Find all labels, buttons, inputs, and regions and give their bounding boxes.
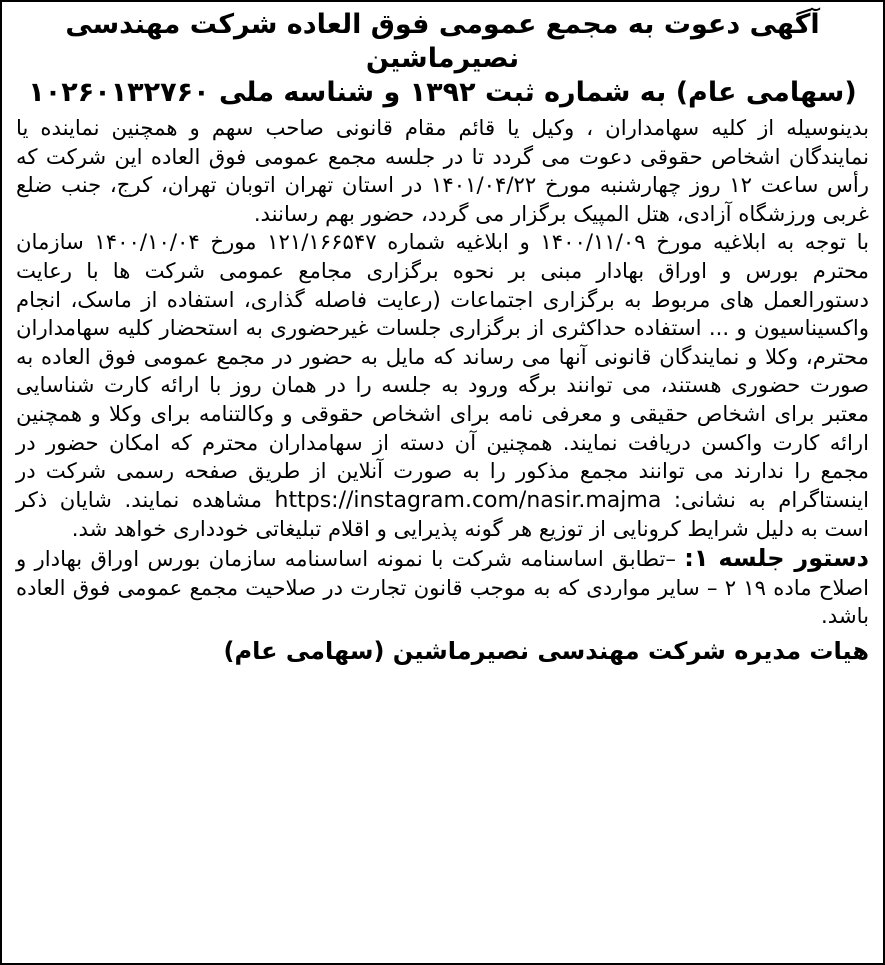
agenda-text: –تطابق اساسنامه شرکت با نمونه اساسنامه سازمان بورس اوراق بهادار و اصلاح ماده ۱۹ ۲ – سایر مواردی که به موجب قانون تجارت در صلاحیت مجمع عمومی فوق العاده باشد. [16,545,869,629]
notice-title [16,8,869,110]
instructions-text-end: مشاهده نمایند. شایان ذکر است به دلیل شرایط کرونایی از توزیع هر گونه پذیرایی و اقلام تبلیغاتی خودداری خواهد شد. [16,486,869,542]
board-signature: هیات مدیره شرکت مهندسی نصیرماشین (سهامی عام) [223,636,869,665]
title-line-1: آگهی دعوت به مجمع عمومی فوق العاده شرکت مهندسی نصیرماشین [65,9,820,74]
instructions-text: با توجه به ابلاغیه مورخ ۱۴۰۰/۱۱/۰۹ و ابلاغیه شماره ۱۲۱/۱۶۶۵۴۷ مورخ ۱۴۰۰/۱۰/۰۴ سازمان محترم بورس و اوراق بهادار مبنی بر نحوه برگزاری مجامع عمومی شرکت ها با رعایت دستورالعمل های مربوط به برگزاری اجتماعات (رعایت فاصله گذاری، استفاده از ماسک، انجام واکسیناسیون و ... استفاده حداکثری از برگزاری جلسات غیرحضوری به استحضار کلیه سهامداران محترم، وکلا و نمایندگان قانونی آنها می رساند که مایل به حضور در مجمع عمومی فوق العاده به صورت حضوری هستند، می توانند برگه ورود به جلسه را در همان روز با ارائه کارت شناسایی معتبر برای اشخاص حقیقی و معرفی نامه برای اشخاص حقوقی و وکالتنامه برای وکلا و همچنین ارائه کارت واکسن دریافت نمایند. همچنین آن دسته از سهامداران محترم که امکان حضور در مجمع را ندارند می توانند مجمع مذکور را به صورت آنلاین از طریق صفحه رسمی شرکت در اینستاگرام به نشانی: [16,229,869,512]
notice-body [16,114,869,631]
instructions-paragraph [16,228,869,544]
agenda-paragraph [16,544,869,631]
agenda-label: دستور جلسه ۱: [684,543,869,572]
invitation-paragraph: بدینوسیله از کلیه سهامداران ، وکیل یا قائم مقام قانونی صاحب سهم و همچنین نماینده یا نمایندگان اشخاص حقوقی دعوت می گردد تا در جلسه مجمع عمومی فوق العاده این شرکت که رأس ساعت ۱۲ روز چهارشنبه مورخ ۱۴۰۱/۰۴/۲۲ در استان تهران اتوبان تهران، کرج، جنب ضلع غربی ورزشگاه آزادی، هتل المپیک برگزار می گردد، حضور بهم رسانند. [16,115,870,226]
title-line-2: (سهامی عام) به شماره ثبت ۱۳۹۲ و شناسه ملی ۱۰۲۶۰۱۳۲۷۶۰ [28,77,857,108]
instagram-url-link[interactable]: https://instagram.com/nasir.majma [274,487,662,513]
